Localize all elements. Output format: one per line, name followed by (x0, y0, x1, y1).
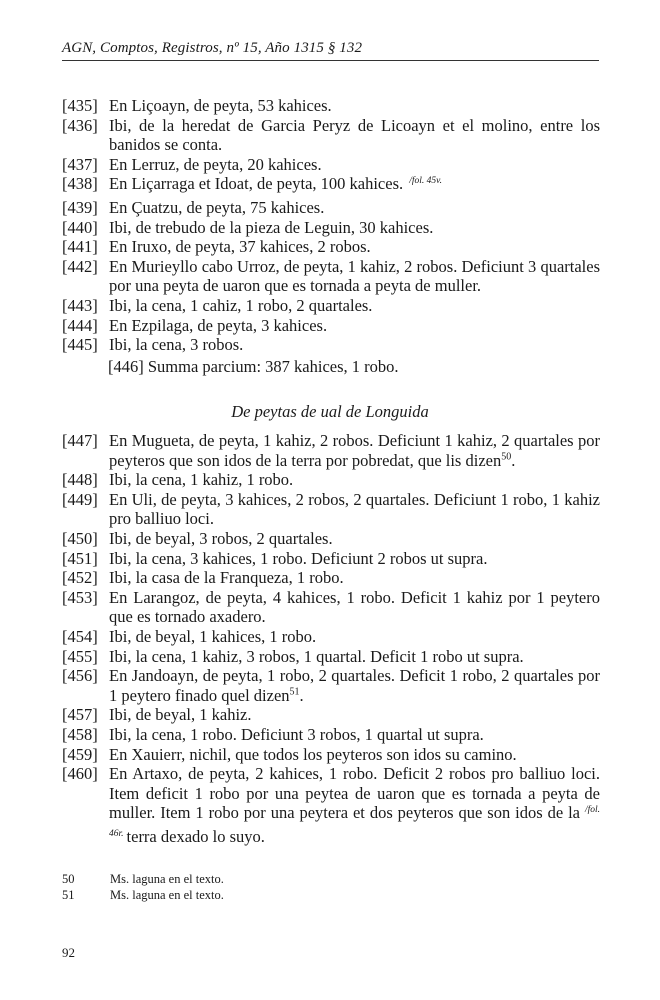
entry-text (109, 174, 442, 193)
folio-marker: /fol. 46r. (109, 805, 601, 839)
entry-number: [450] (62, 528, 98, 548)
entry (62, 588, 600, 627)
entry-number: [438] (62, 174, 98, 194)
entry-text (109, 237, 371, 256)
entry-text-main: En Liçarraga et Idoat, de peyta, 100 kahices. (109, 174, 404, 194)
entry-text-main: En Lerruz, de peyta, 20 kahices. (109, 154, 322, 174)
entry-text (109, 588, 600, 627)
entry-text-main: En Ezpilaga, de peyta, 3 kahices. (109, 315, 328, 335)
entry (62, 764, 600, 850)
entry-number: [452] (62, 568, 98, 588)
entry-number: [457] (62, 705, 98, 725)
entry-text-main: Ibi, de beyal, 1 kahiz. (109, 705, 252, 725)
entry-text-tail: . (511, 450, 516, 470)
summa-line: [446] Summa parcium: 387 kahices, 1 robo. (108, 357, 399, 376)
entry-text (109, 431, 600, 470)
entry (62, 237, 600, 257)
entry-text (109, 568, 344, 587)
entry (62, 296, 600, 316)
entry-text (109, 549, 487, 568)
entry-text-main: En Larangoz, de peyta, 4 kahices, 1 robo. Deficit 1 kahiz por 1 peytero que es tornado axadero. (109, 587, 600, 627)
entry-text-main: Ibi, de trebudo de la pieza de Leguin, 30 kahices. (109, 217, 434, 237)
entry-text-main: Ibi, la cena, 3 robos. (109, 335, 244, 355)
entries-block-2 (62, 431, 600, 850)
entry-text (109, 218, 433, 237)
entry (62, 257, 600, 296)
entry-number: [447] (62, 431, 98, 450)
entry-text (109, 666, 600, 705)
entry-text-main: Ibi, la cena, 1 robo. Deficiunt 3 robos, 1 quartal ut supra. (109, 724, 484, 744)
entry-text-tail: . (299, 685, 304, 705)
entry (62, 174, 600, 198)
entry (62, 490, 600, 529)
entry-number: [439] (62, 197, 98, 217)
entry (62, 647, 600, 667)
entry-number: [445] (62, 335, 98, 355)
entry-text (109, 745, 517, 764)
entry-text-main: En Iruxo, de peyta, 37 kahices, 2 robos. (109, 237, 371, 257)
entry-number: [459] (62, 744, 98, 764)
entry-number: [456] (62, 666, 98, 686)
entry-text (109, 627, 316, 646)
entry-text-main: En Murieyllo cabo Urroz, de peyta, 1 kahiz, 2 robos. Deficiunt 3 quartales por una peyta de uaron que es tornada a peyta de muller. (109, 256, 600, 296)
entry (62, 335, 600, 355)
entry-text-main: En Artaxo, de peyta, 2 kahices, 1 robo. Deficit 2 robos pro balliuo loci. Item deficit 1 robo por una peytea de uaron que es tornada a peyta de muller. Item 1 robo por una peytera et dos peyteros que son idos de la (109, 764, 600, 823)
entry-text-main: En Jandoayn, de peyta, 1 robo, 2 quartales. Deficit 1 robo, 2 quartales por 1 peytero finado quel dizen (109, 666, 600, 705)
entry-text-main: Ibi, la casa de la Franqueza, 1 robo. (109, 568, 344, 588)
entry-text-main: En Uli, de peyta, 3 kahices, 2 robos, 2 quartales. Deficiunt 1 robo, 1 kahiz pro balliuo loci. (109, 489, 600, 529)
entry-text-tail: terra dexado lo suyo. (126, 826, 265, 846)
footnote-number: 51 (62, 888, 75, 902)
entry-text (109, 96, 332, 115)
entry-text (109, 116, 600, 155)
entry (62, 470, 600, 490)
footnote-ref: 51 (289, 686, 300, 698)
entry-text (109, 647, 524, 666)
entry-text-main: En Liçoayn, de peyta, 53 kahices. (109, 96, 332, 115)
entry-text (109, 529, 333, 548)
footnote (62, 871, 224, 887)
entry-text (109, 296, 372, 315)
entry-text-main: Ibi, de la heredat de Garcia Peryz de Licoayn et el molino, entre los banidos se conta. (109, 115, 600, 155)
entry (62, 155, 600, 175)
entry (62, 666, 600, 705)
entry (62, 198, 600, 218)
entry-number: [442] (62, 256, 98, 276)
entry-text (109, 470, 293, 489)
entry (62, 705, 600, 725)
page-number: 92 (62, 945, 75, 960)
entry-text-main: Ibi, la cena, 1 cahiz, 1 robo, 2 quartales. (109, 295, 373, 315)
entry-text (109, 316, 327, 335)
entry-text (109, 257, 600, 296)
header-rule (62, 60, 599, 61)
entry-number: [453] (62, 587, 98, 607)
entry-text-main: Ibi, de beyal, 3 robos, 2 quartales. (109, 528, 333, 548)
entry-text (109, 764, 600, 846)
footnote (62, 887, 224, 903)
entry-number: [441] (62, 237, 98, 257)
entry-text-main: Ibi, la cena, 3 kahices, 1 robo. Deficiunt 2 robos ut supra. (109, 548, 488, 568)
entry-number: [449] (62, 489, 98, 509)
entry-number: [458] (62, 724, 98, 744)
entry (62, 316, 600, 336)
footnote-number: 50 (62, 872, 75, 886)
entry (62, 116, 600, 155)
folio-marker: /fol. 45v. (409, 176, 443, 187)
footnote-text: Ms. laguna en el texto. (110, 872, 224, 886)
entry-number: [435] (62, 96, 98, 115)
entry-number: [444] (62, 315, 98, 335)
entry-text (109, 155, 322, 174)
entry-number: [451] (62, 548, 98, 568)
entry (62, 218, 600, 238)
footnote-ref: 50 (501, 451, 512, 463)
entry (62, 627, 600, 647)
entry (62, 529, 600, 549)
entry-number: [440] (62, 217, 98, 237)
entry-text-main: En Mugueta, de peyta, 1 kahiz, 2 robos. Deficiunt 1 kahiz, 2 quartales por peyteros que son idos de la terra por pobredat, que lis dizen (109, 431, 600, 470)
entry (62, 96, 600, 116)
entry-number: [455] (62, 646, 98, 666)
entries-block-1 (62, 96, 600, 355)
entry-number: [448] (62, 470, 98, 490)
entry (62, 549, 600, 569)
running-header: AGN, Comptos, Registros, nº 15, Año 1315 § 132 (62, 40, 363, 56)
entry-number: [443] (62, 295, 98, 315)
section-title: De peytas de ual de Longuida (231, 402, 429, 421)
entry-text (109, 198, 324, 217)
footnote-text: Ms. laguna en el texto. (110, 888, 224, 902)
entry-number: [436] (62, 115, 98, 135)
entry-text (109, 705, 252, 724)
footnotes (62, 871, 224, 903)
entry-text (109, 490, 600, 529)
entry-text-main: Ibi, la cena, 1 kahiz, 1 robo. (109, 470, 294, 490)
entry (62, 431, 600, 470)
entry-text-main: Ibi, de beyal, 1 kahices, 1 robo. (109, 626, 317, 646)
entry (62, 745, 600, 765)
entry (62, 725, 600, 745)
entry-text-main: Ibi, la cena, 1 kahiz, 3 robos, 1 quartal. Deficit 1 robo ut supra. (109, 646, 524, 666)
entry-text (109, 335, 243, 354)
entry-text-main: En Çuatzu, de peyta, 75 kahices. (109, 197, 325, 217)
entry (62, 568, 600, 588)
entry-number: [454] (62, 626, 98, 646)
entry-number: [460] (62, 764, 98, 784)
entry-text-main: En Xauierr, nichil, que todos los peyteros son idos su camino. (109, 744, 517, 764)
entry-text (109, 725, 484, 744)
entry-number: [437] (62, 154, 98, 174)
